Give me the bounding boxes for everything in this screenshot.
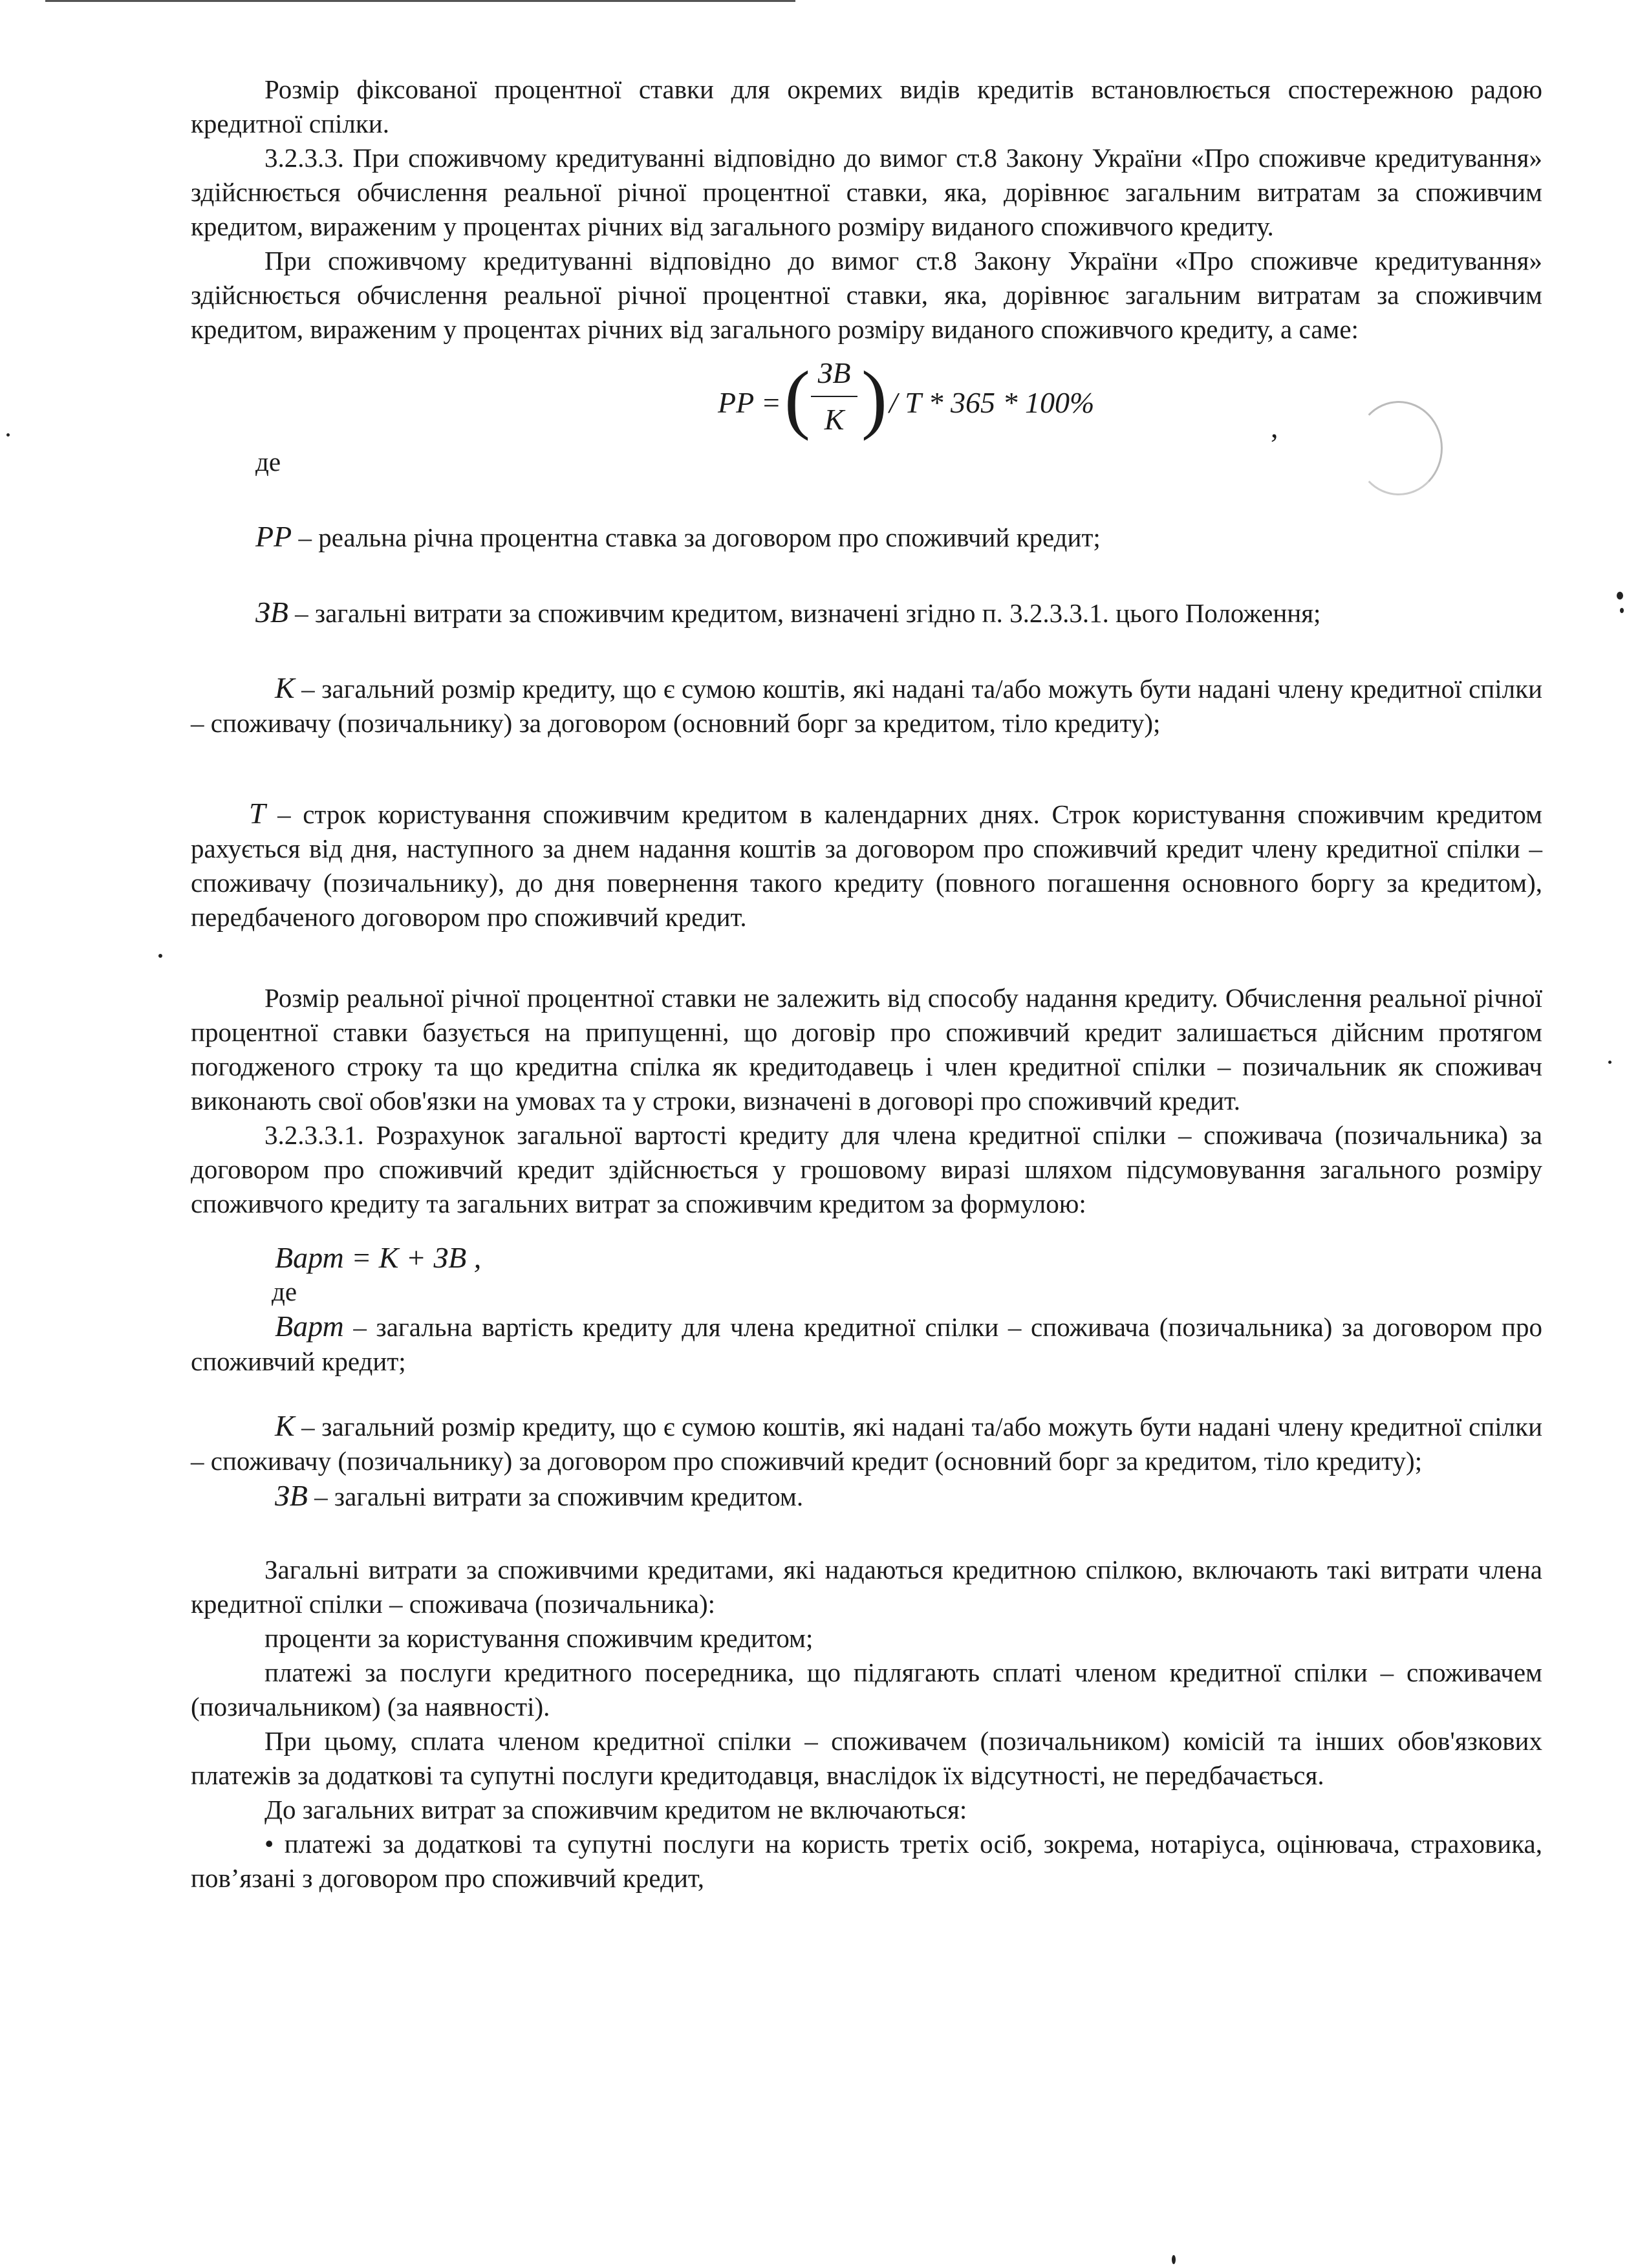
paragraph: При цьому, сплата членом кредитної спілки – споживачем (позичальником) комісій та інших обов'язкових платежів за додаткові та супутні послуги кредитодавця, внаслідок їх відсутності, не передбачається. [191, 1726, 1542, 1790]
definition-symbol: PP [255, 520, 292, 553]
definition-symbol: К [275, 671, 295, 704]
paragraph: Загальні витрати за споживчими кредитами, які надаються кредитною спілкою, включають такі витрати члена кредитної спілки – споживача (позичальника): [191, 1555, 1542, 1619]
definition-k [191, 671, 1542, 740]
definition-text: – загальні витрати за споживчим кредитом, визначені згідно п. 3.2.3.3.1. цього Положення; [295, 598, 1321, 628]
paragraph-3-2-3-3-1: 3.2.3.3.1. Розрахунок загальної вартості кредиту для члена кредитної спілки – споживача (позичальника) за договором про споживчий кредит здійснюється у грошовому виразі шляхом підсумовування загального розміру споживчого кредиту та загальних витрат за споживчим кредитом за формулою: [191, 1120, 1542, 1218]
bullet-text: платежі за додаткові та супутні послуги на користь третіх осіб, зокрема, нотаріуса, оцінювача, страховика, пов’язані з договором про споживчий кредит, [191, 1829, 1542, 1893]
definition-zv [255, 595, 1542, 631]
document-body [191, 72, 1542, 1895]
scan-speck [6, 433, 10, 437]
definition-zv [191, 1478, 1542, 1514]
definition-text: – загальний розмір кредиту, що є сумою коштів, які надані та/або можуть бути надані члену кредитної спілки – споживачу (позичальнику) за договором (основний борг за кредитом, тіло кредиту); [191, 674, 1543, 738]
definition-text: – загальна вартість кредиту для члена кредитної спілки – споживача (позичальника) за договором про споживчий кредит; [191, 1312, 1542, 1376]
definition-vart [191, 1309, 1542, 1379]
paragraph: При споживчому кредитуванні відповідно до вимог ст.8 Закону України «Про споживче кредитування» здійснюється обчислення реальної річної процентної ставки, яка, дорівнює загальним витратам за споживчим кредитом, вираженим у процентах річних від загального розміру виданого споживчого кредиту, а саме: [191, 246, 1542, 344]
definition-t [191, 796, 1542, 934]
fraction-bar [811, 396, 857, 397]
definition-symbol: ЗВ [275, 1479, 308, 1512]
definition-text: – реальна річна процентна ставка за договором про споживчий кредит; [298, 523, 1101, 552]
definition-text: – загальний розмір кредиту, що є сумою коштів, які надані та/або можуть бути надані члену кредитної спілки – споживачу (позичальнику) за договором про споживчий кредит (основний борг за кредитом, тіло кредиту); [191, 1412, 1543, 1476]
definition-k [191, 1409, 1542, 1478]
formula-numerator: ЗВ [817, 356, 851, 389]
formula-lhs: PP = [718, 386, 781, 419]
top-border-line [45, 0, 795, 2]
formula-fraction [808, 354, 860, 438]
paragraph: До загальних витрат за споживчим кредитом не включаються: [264, 1795, 967, 1824]
paragraph: платежі за послуги кредитного посередника, що підлягають сплаті членом кредитної спілки – споживачем (позичальником) (за наявності). [191, 1658, 1542, 1722]
formula-rhs: / T * 365 * 100% [889, 386, 1095, 419]
where-label: де [272, 1277, 297, 1306]
scan-speck [1617, 592, 1623, 599]
formula-trailing-comma: , [1271, 411, 1278, 444]
where-label: де [255, 447, 281, 477]
definition-text: – загальні витрати за споживчим кредитом. [314, 1482, 804, 1511]
formula-denominator: К [824, 403, 845, 436]
paragraph-3-2-3-3: 3.2.3.3. При споживчому кредитуванні відповідно до вимог ст.8 Закону України «Про споживче кредитування» здійснюється обчислення реальної річної процентної ставки, яка, дорівнює загальним витратам за споживчим кредитом, вираженим у процентах річних від загального розміру виданого споживчого кредиту. [191, 143, 1542, 241]
paragraph: Розмір реальної річної процентної ставки не залежить від способу надання кредиту. Обчислення реальної річної процентної ставки базується на припущенні, що договір про споживчий кредит залишається дійсним протягом погодженого строку та що кредитна спілка як кредитодавець і член кредитної спілки – позичальник як споживач виконають свої обов'язки на умовах та у строки, визначені в договорі про споживчий кредит. [191, 983, 1542, 1116]
formula-paren-left: ( [784, 355, 810, 441]
paragraph: проценти за користування споживчим кредитом; [264, 1623, 814, 1653]
definition-symbol: T [249, 797, 266, 830]
scan-speck [1608, 1061, 1611, 1064]
formula-total-cost: Варт = К + ЗВ , [275, 1241, 482, 1274]
scan-speck [1620, 608, 1624, 613]
definition-pp [255, 519, 1542, 555]
bullet-paragraph [191, 1827, 1542, 1895]
paragraph: Розмір фіксованої процентної ставки для окремих видів кредитів встановлюється спостережною радою кредитної спілки. [191, 74, 1542, 138]
formula-paren-right: ) [861, 355, 887, 441]
definition-text: – строк користування споживчим кредитом в календарних днях. Строк користування споживчим кредитом рахується від дня, наступного за днем надання коштів за договором про споживчий кредит члену кредитної спілки – споживачу (позичальнику), до дня повернення такого кредиту (повного погашення основного боргу за кредитом), передбаченого договором про споживчий кредит. [191, 799, 1543, 932]
definition-symbol: Варт [275, 1310, 344, 1343]
formula-real-rate [191, 348, 1542, 445]
definition-symbol: К [275, 1409, 295, 1442]
bullet-icon: • [264, 1829, 274, 1859]
scan-speck [1172, 2255, 1176, 2264]
scan-speck [158, 954, 162, 958]
definition-symbol: ЗВ [255, 596, 288, 629]
